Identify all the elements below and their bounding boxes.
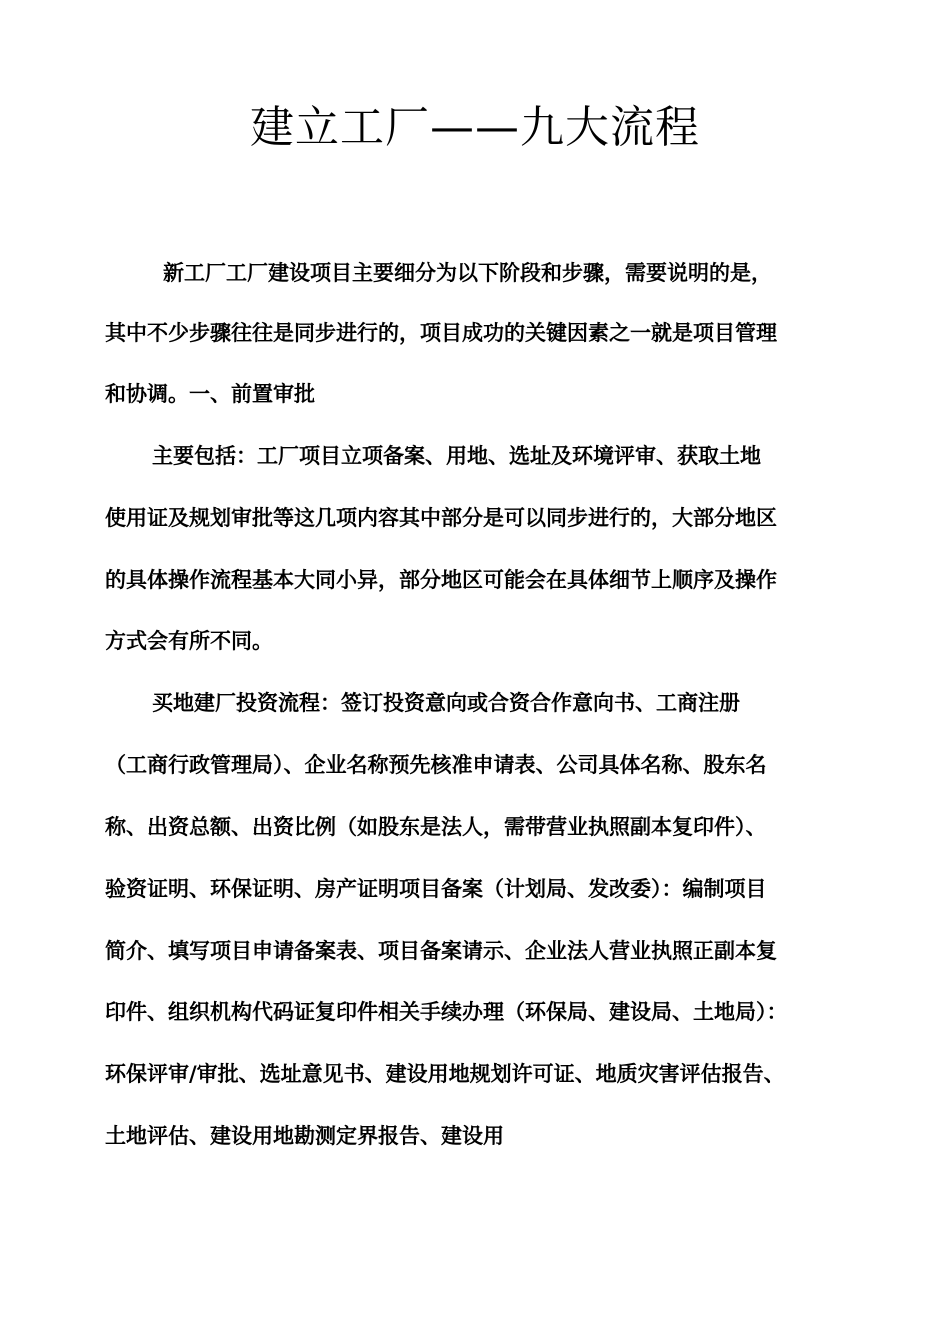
paragraph-line: （工商行政管理局）、企业名称预先核准申请表、公司具体名称、股东名: [105, 753, 767, 777]
paragraph-line: 土地评估、建设用地勘测定界报告、建设用: [105, 1124, 504, 1148]
paragraph-line: 印件、组织机构代码证复印件相关手续办理（环保局、建设局、土地局）：: [105, 1000, 788, 1024]
paragraph-line: 称、出资总额、出资比例（如股东是法人，需带营业执照副本复印件）、: [105, 815, 767, 839]
paragraph-line: 主要包括：工厂项目立项备案、用地、选址及环境评审、获取土地: [152, 444, 761, 468]
paragraph-line: 使用证及规划审批等这几项内容其中部分是可以同步进行的，大部分地区: [105, 506, 777, 530]
paragraph-line: 方式会有所不同。: [105, 629, 273, 653]
paragraph-line: 和协调。一、前置审批: [105, 382, 315, 406]
paragraph-line: 买地建厂投资流程：签订投资意向或合资合作意向书、工商注册: [152, 691, 740, 715]
paragraph-line: 其中不少步骤往往是同步进行的，项目成功的关键因素之一就是项目管理: [105, 321, 777, 345]
paragraph-line: 新工厂工厂建设项目主要细分为以下阶段和步骤，需要说明的是，: [163, 261, 772, 285]
paragraph-line: 简介、填写项目申请备案表、项目备案请示、企业法人营业执照正副本复: [105, 939, 777, 963]
paragraph-line: 验资证明、环保证明、房产证明项目备案（计划局、发改委）：编制项目: [105, 877, 767, 901]
paragraph-line: 的具体操作流程基本大同小异，部分地区可能会在具体细节上顺序及操作: [105, 568, 777, 592]
paragraph-line: 环保评审/审批、选址意见书、建设用地规划许可证、地质灾害评估报告、: [105, 1062, 785, 1086]
page-title: 建立工厂——九大流程: [250, 102, 700, 153]
